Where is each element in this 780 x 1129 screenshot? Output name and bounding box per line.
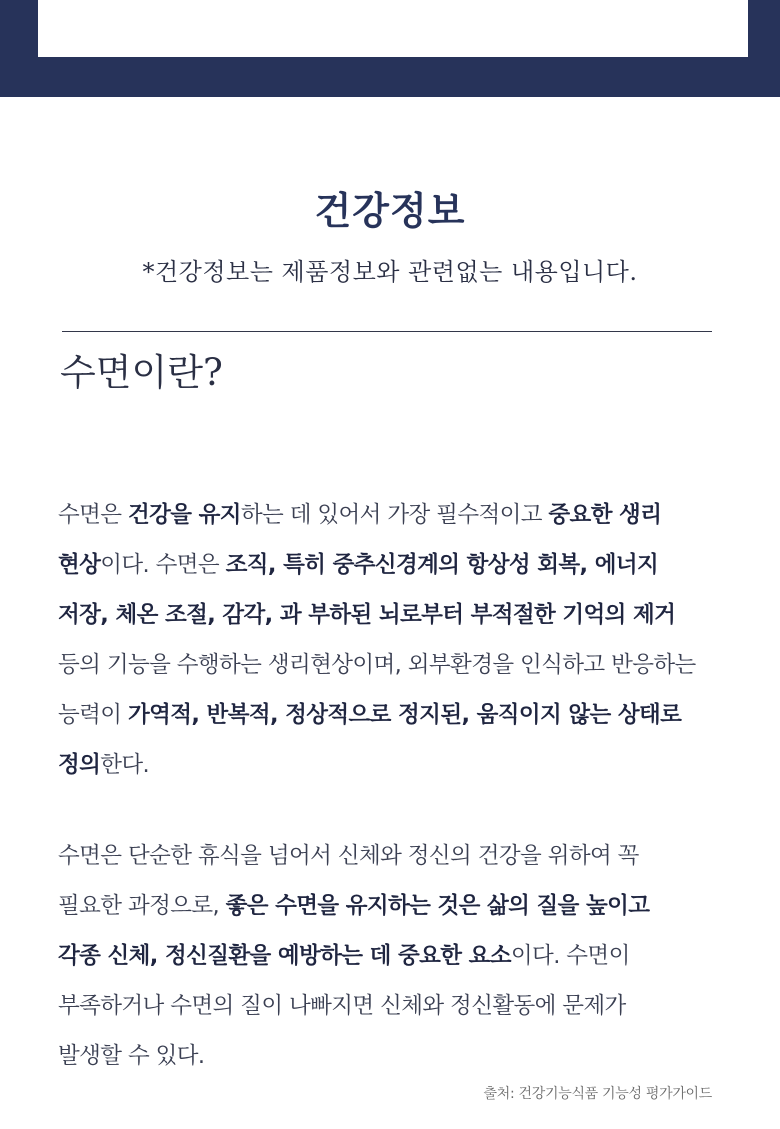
paragraph-line (58, 490, 722, 540)
page-title: 건강정보 (314, 188, 466, 233)
paragraph-line (58, 881, 722, 931)
text-run: 수면은 단순한 휴식을 넘어서 신체와 정신의 건강을 위하여 꼭 (58, 843, 639, 869)
paragraph-sleep-importance (58, 831, 722, 1081)
paragraph-line (58, 640, 722, 690)
emphasis-text: 중요한 생리 (548, 502, 662, 528)
text-run: 하는 데 있어서 가장 필수적이고 (240, 502, 549, 528)
emphasis-text: 건강을 유지 (127, 502, 241, 528)
paragraph-line (58, 740, 722, 790)
emphasis-text: 저장, 체온 조절, 감각, 과 부하된 뇌로부터 부적절한 기억의 제거 (58, 602, 676, 628)
emphasis-text: 좋은 수면을 유지하는 것은 삶의 질을 높이고 (225, 893, 650, 919)
emphasis-text: 현상 (58, 552, 101, 578)
disclaimer-text: *건강정보는 제품정보와 관련없는 내용입니다. (142, 258, 638, 286)
text-run: 한다. (100, 752, 150, 778)
paragraph-line (58, 981, 722, 1031)
paragraph-line (58, 1031, 722, 1081)
emphasis-text: 가역적, 반복적, 정상적으로 정지된, 움직이지 않는 상태로 (127, 702, 682, 728)
text-run: 필요한 과정으로, (58, 893, 226, 919)
text-run: 발생할 수 있다. (58, 1043, 205, 1069)
text-run: 이다. 수면은 (100, 552, 226, 578)
text-run: 능력이 (58, 702, 128, 728)
paragraph-line (58, 690, 722, 740)
text-run: 부족하거나 수면의 질이 나빠지면 신체와 정신활동에 문제가 (58, 993, 626, 1019)
paragraph-line (58, 831, 722, 881)
paragraph-line (58, 931, 722, 981)
text-run: 이다. 수면이 (510, 943, 630, 969)
paragraph-sleep-definition (58, 490, 722, 790)
paragraph-line (58, 590, 722, 640)
emphasis-text: 조직, 특히 중추신경계의 항상성 회복, 에너지 (225, 552, 659, 578)
source-citation: 출처: 건강기능식품 기능성 평가가이드 (483, 1086, 712, 1102)
header-white-panel (38, 0, 748, 57)
emphasis-text: 정의 (58, 752, 101, 778)
text-run: 수면은 (58, 502, 128, 528)
paragraph-line (58, 540, 722, 590)
text-run: 등의 기능을 수행하는 생리현상이며, 외부환경을 인식하고 반응하는 (58, 652, 696, 678)
emphasis-text: 각종 신체, 정신질환을 예방하는 데 중요한 요소 (58, 943, 511, 969)
divider (62, 331, 712, 332)
section-heading: 수면이란? (60, 351, 223, 394)
